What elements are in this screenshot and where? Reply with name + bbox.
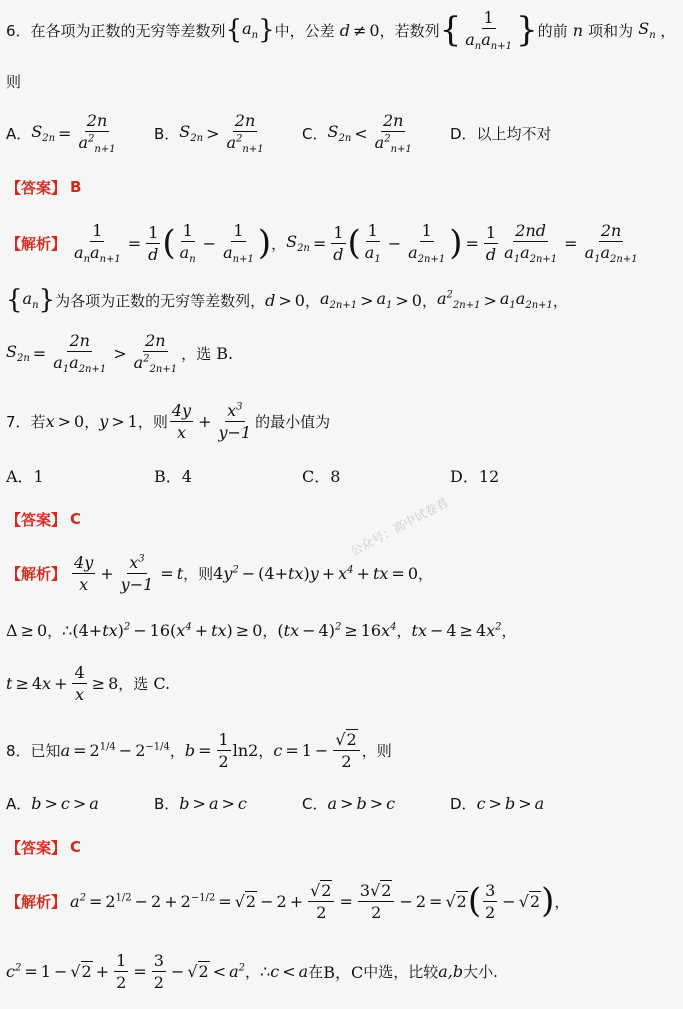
answer-value: C [70,838,82,856]
analysis-tag: 【解析】 [6,234,67,253]
choice-label: B． [154,124,180,143]
answer-value: C [70,510,82,528]
q8-analysis-line2: $c^2$ = 1 − √2 + $\frac{1}{2}$ = $\frac{3}{2}$ − √2 < $a^2$ ， ∴ c < a 在 B，C 中选，比较 a,b 大小. [6,950,498,992]
analysis-choice: B. [216,343,234,363]
choice-label: D．以上均不对 [450,124,552,143]
brace-right: } [515,10,538,50]
q6-choice-d [450,123,552,144]
brace-left: { [439,10,462,50]
choice-label: A． [6,794,32,813]
analysis-text: ，选 [118,674,149,693]
q8-choice-d: D． c > b > a [450,793,545,813]
q8-analysis-line1: 【解析】 $a^2$ = $2^{1/2}$ − 2 + $2^{-1/2}$ = √2 − 2 + $\frac{√2}{2}$ = $\frac{3√2}{2}$ − 2 = √2 ( $\frac{3}{2}$ − √2 ) ， [6,880,570,922]
q6-then-text: 则 [6,72,22,91]
answer-tag: 【答案】 [6,838,67,857]
choice-label: B． [154,794,180,813]
q7-choice-c: C．8 [302,466,341,486]
analysis-tag: 【解析】 [6,892,67,911]
q6-choice-a: A． $S_{2n}$ = $\frac{2n}{a^2_{n+1}}$ [6,110,116,156]
q7-stem: 7． 若 x > 0 ， y > 1 ，则 $\frac{4y}{x}$ + $\frac{x^3}{y-1}$ 的最小值为 [6,400,331,442]
q6-stem-text: ，若数列 [379,21,440,40]
analysis-text: ，则 [183,564,214,583]
q6-then [6,70,679,92]
watermark: 公众号：高中试卷君 [348,495,451,559]
q6-stem-text: 项和为 [588,21,634,40]
q6-stem-text: 在各项为正数的无穷等差数列 [30,21,226,40]
q8-answer [6,836,679,858]
choice-label: C． [302,124,328,143]
brace-right: } [258,15,275,45]
q7-choice-a: A．1 [6,466,44,486]
q6-stem-text: 的前 [537,21,568,40]
q6-analysis-line3: $S_{2n}$ = $\frac{2n}{a_1a_{2n+1}}$ > $\frac{2n}{a^2_{2n+1}}$ ，选 B. [6,330,234,376]
q7-analysis-line3: t ≥ 4 x + $\frac{4}{x}$ ≥ 8 ，选 C. [6,662,171,704]
analysis-text: ，选 [181,344,212,363]
q6-choice-c: C． $S_{2n}$ < $\frac{2n}{a^2_{n+1}}$ [302,110,412,156]
answer-value: B [70,178,82,196]
answer-tag: 【答案】 [6,178,67,197]
q6-analysis-line2: { $a_n$ } 为各项为正数的无穷等差数列， d > 0 ， $a_{2n+1}$ > $a_1$ > 0 ， $a^2_{2n+1}$ > $a_1a_{2n+1}$ ， [6,285,568,315]
q8-choice-a: A． b > c > a [6,793,99,813]
q8-choice-b: B． b > a > c [154,793,247,813]
analysis-tag: 【解析】 [6,564,67,583]
q6-answer [6,176,679,198]
q7-stem-text: ，则 [137,412,168,431]
q7-answer [6,508,679,530]
analysis-text: 为各项为正数的无穷等差数列， [55,291,266,310]
analysis-text: ， [418,564,434,583]
q8-stem-text: ，则 [361,741,392,760]
q6-stem: 6． 在各项为正数的无穷等差数列 { $a_n$ } 中，公差 d ≠ 0 ，若数列 { $\frac{1}{a_na_{n+1}}$ } 的前 n 项和为 $S_n$ ， [6,7,676,53]
q7-stem-text: ， [84,412,100,431]
choice-label: A． [6,124,32,143]
q8-choice-c: C． a > b > c [302,793,396,813]
q6-number: 6． [6,21,31,40]
choice-label: C． [302,794,328,813]
fraction: $\frac{1}{a_na_{n+1}}$ [465,7,512,53]
analysis-text: 中选，比较 [363,962,439,981]
q8-number: 8． [6,741,31,760]
q6-stem-text: 中，公差 [274,21,335,40]
analysis-text: 大小. [463,962,498,981]
analysis-text: B，C [323,962,364,982]
answer-tag: 【答案】 [6,510,67,529]
q7-choices [6,464,679,486]
brace-left: { [225,15,243,45]
q6-choice-b: B． $S_{2n}$ > $\frac{2n}{a^2_{n+1}}$ [154,110,264,156]
analysis-choice: C. [153,673,171,693]
q6-analysis-line1: 【解析】 $\frac{1}{a_na_{n+1}}$ = $\frac{1}{d}$ ( $\frac{1}{a_n}$ − $\frac{1}{a_{n+1}}$ ) ， $S_{2n}$ = $\frac{1}{d}$ ( $\frac{1}{a_1}$ − $\frac{1}{a_{2n+1}}$ ) = $\frac{1}{d}$ $\frac{2nd}{a_1a_{2n+1}}$ = $\frac{2n}{a_1a_{2n+1}}$ [6,220,638,266]
q7-number: 7． [6,412,31,431]
q7-choice-b: B．4 [154,466,192,486]
analysis-text: 在 [308,962,324,981]
choice-label: D． [450,794,477,813]
q7-stem-text: 若 [30,412,46,431]
q8-choices [6,792,679,814]
q7-analysis-line2: Δ ≥ 0 ， ∴(4+ tx )$^2$ − 16( $x^4$ + tx ) ≥ 0 ， ( tx − 4)$^2$ ≥ 16 $x^4$ ， tx − 4 ≥ 4 $x^2$ ， [6,620,517,640]
q8-stem-text: 已知 [30,741,61,760]
q6-choices [6,108,679,158]
q8-stem: 8． 已知 a = $2^{1/4}$ − $2^{-1/4}$ ， b = $\frac{1}{2}$ ln2 ， c = 1 − $\frac{√2}{2}$ ，则 [6,729,392,771]
q7-analysis-line1: 【解析】 $\frac{4y}{x}$ + $\frac{x^3}{y-1}$ = t ，则 4 $y^2$ − (4+ tx ) y + $x^4$ + tx = 0 ， [6,552,434,594]
q7-choice-d: D．12 [450,466,500,486]
q7-stem-text: 的最小值为 [255,412,331,431]
